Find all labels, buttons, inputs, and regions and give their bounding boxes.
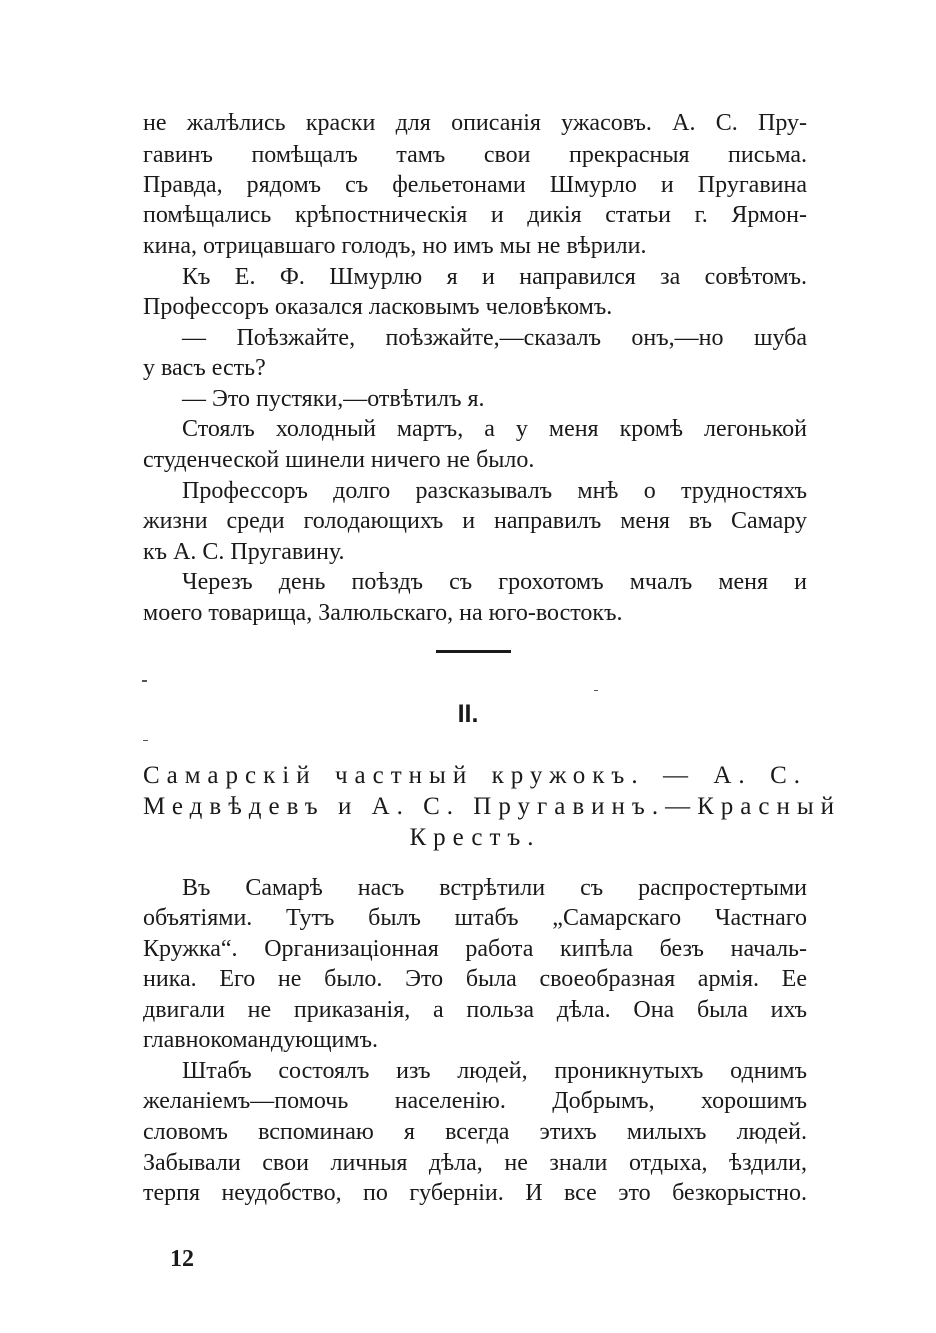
- text-line: студенческой шинели ничего не было.: [143, 447, 535, 473]
- text-line: помѣщались крѣпостническія и дикія статьи г. Ярмон-: [143, 202, 807, 228]
- text-line: ника. Его не было. Это была своеобразная армія. Ее: [143, 966, 807, 992]
- text-line: терпя неудобство, по губерніи. И все это безкорыстно.: [143, 1180, 807, 1206]
- text-line: двигали не приказанія, а польза дѣла. Она была ихъ: [143, 997, 807, 1023]
- text-line: не жалѣлись краски для описанія ужасовъ. А. С. Пру-: [143, 110, 807, 136]
- section-divider: [436, 650, 511, 653]
- text-line: Кружка“. Организаціонная работа кипѣла безъ началь-: [143, 936, 807, 962]
- text-line: Штабъ состоялъ изъ людей, проникнутыхъ однимъ: [182, 1058, 807, 1084]
- text-line: Профессоръ долго разсказывалъ мнѣ о трудностяхъ: [182, 478, 807, 504]
- print-speck: [143, 740, 148, 741]
- text-line: Профессоръ оказался ласковымъ человѣкомъ.: [143, 294, 613, 320]
- chapter-title-line: Крестъ.: [409, 824, 541, 851]
- text-line: гавинъ помѣщалъ тамъ свои прекрасныя письма.: [143, 142, 807, 168]
- text-line: къ А. С. Пругавину.: [143, 539, 345, 565]
- chapter-number: II.: [457, 700, 479, 728]
- text-line: Въ Самарѣ насъ встрѣтили съ распростертыми: [182, 875, 807, 901]
- text-line: — Это пустяки,—отвѣтилъ я.: [182, 386, 485, 412]
- print-speck: [142, 680, 147, 682]
- text-line: желаніемъ—помочь населенію. Добрымъ, хорошимъ: [143, 1088, 807, 1114]
- text-line: у васъ есть?: [143, 355, 266, 381]
- print-speck: [594, 690, 598, 691]
- text-line: словомъ вспоминаю я всегда этихъ милыхъ людей.: [143, 1119, 807, 1145]
- page-number: 12: [170, 1246, 194, 1272]
- text-line: Черезъ день поѣздъ съ грохотомъ мчалъ меня и: [182, 569, 807, 595]
- text-line: Къ Е. Ф. Шмурлю я и направился за совѣтомъ.: [182, 264, 807, 290]
- text-line: жизни среди голодающихъ и направилъ меня въ Самару: [143, 508, 807, 534]
- chapter-title-line: Медвѣдевъ и А. С. Пругавинъ.—Красный: [143, 793, 842, 820]
- text-line: главнокомандующимъ.: [143, 1027, 378, 1053]
- text-line: Правда, рядомъ съ фельетонами Шмурло и Пругавина: [143, 172, 807, 198]
- text-line: — Поѣзжайте, поѣзжайте,—сказалъ онъ,—но шуба: [182, 325, 807, 351]
- chapter-title-line: Самарскій частный кружокъ. — А. С.: [143, 762, 807, 789]
- text-line: Стоялъ холодный мартъ, а у меня кромѣ легонькой: [182, 416, 807, 442]
- text-line: объятіями. Тутъ былъ штабъ „Самарскаго Частнаго: [143, 905, 807, 931]
- text-line: моего товарища, Залюльскаго, на юго-востокъ.: [143, 600, 623, 626]
- text-line: кина, отрицавшаго голодъ, но имъ мы не вѣрили.: [143, 233, 647, 259]
- text-line: Забывали свои личныя дѣла, не знали отдыха, ѣздили,: [143, 1150, 807, 1176]
